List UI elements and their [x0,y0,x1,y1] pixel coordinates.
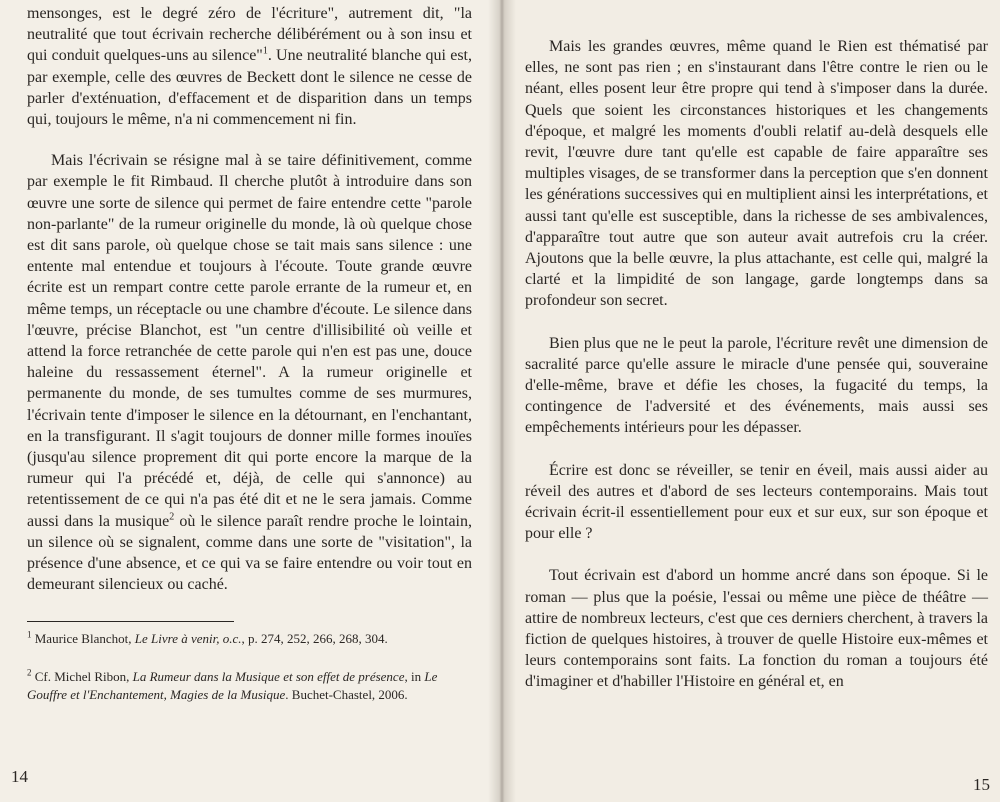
left-paragraph-1-text: mensonges, est le degré zéro de l'écriture", autrement dit, "la neutralité que tout écrivain recherche délibérément ou à son insu et qui conduit quelques-uns au silence" [27,5,472,65]
footnote-1-mark: 1 [27,630,32,641]
right-paragraph-2: Bien plus que ne le peut la parole, l'écriture revêt une dimension de sacralité parce qu'elle assure le miracle d'une pensée qui, souveraine d'elle-même, brave et défie les choses, la fugacité du temps, la contingence de l'adversité et des événements, mais aussi ses empêchements intérieurs pour les dépasser. [525,334,988,437]
footnote-2-mid: , in [404,669,425,685]
footnote-2-mark: 2 [27,668,32,679]
footnote-ref-1: 1 [262,46,268,58]
footnote-2-author: Cf. Michel Ribon, [31,669,133,685]
footnote-2-rest: . Buchet-Chastel, 2006. [285,687,408,703]
right-paragraph-4: Tout écrivain est d'abord un homme ancré dans son époque. Si le roman — plus que la poésie, l'essai ou même une pièce de théâtre — attire de nombreux lecteurs, c'est que ces derniers cherchent, à travers la fiction de quelques histoires, à trouver de quelle Histoire eux-mêmes et leurs contemporains sont faits. La fonction du roman a toujours été d'imaginer et d'habiller l'Histoire en général et, en [525,567,988,691]
footnote-2 [27,668,472,704]
right-page [500,0,1000,802]
right-paragraph-3: Écrire est donc se réveiller, se tenir en éveil, mais aussi aider au réveil des autres et d'abord de ses lecteurs contemporains. Mais tout écrivain écrit-il essentiellement pour eux et sur eux, sur son époque et pour elle ? [525,461,988,543]
left-paragraph-2 [27,150,472,595]
right-paragraph-1: Mais les grandes œuvres, même quand le Rien est thématisé par elles, ne sont pas rien ; en s'instaurant dans l'être contre le rien ou le néant, elles posent leur être propre qui tend à s'imposer dans la durée. Quels que soient les circonstances historiques et les changements d'époque, et malgré les moments d'oubli relatif au-delà desquels elle revit, l'œuvre dure tant qu'elle est capable de faire apparaître ses multiples visages, de se transformer dans la perception que s'en donnent les générations successives qui en multiplient ainsi les interprétations, et aussi tant qu'elle est susceptible, dans la richesse de ses ambivalences, d'apparaître tout autre que son auteur avait autrefois cru la créer. Ajoutons que la belle œuvre, la plus attachante, est celle qui, malgré la clarté et la limpidité de son langage, garde longtemps dans sa profondeur son secret. [525,38,988,310]
footnote-1-title: Le Livre à venir, o.c. [134,631,242,647]
left-paragraph-2-end: où le silence paraît rendre proche le lointain, un silence où se signalent, comme dans une sorte de "visitation", la présence d'une absence, et ce qui va se faire entendre ou voir tout en demeurant silencieux ou caché. [27,512,472,594]
left-paragraph-1 [27,3,472,130]
left-paragraph-1-end: . Une neutralité blanche qui est, par exemple, celle des œuvres de Beckett dont le silence ne cesse de parler d'exténuation, d'effacement et de disparition dans un temps qui, toujours le même, n'a ni commencement ni fin. [27,47,472,129]
left-paragraph-2-text: Mais l'écrivain se résigne mal à se taire définitivement, comme par exemple le fit Rimbaud. Il cherche plutôt à introduire dans son œuvre une sorte de silence qui permet de faire entendre cette "parole non-parlante" de la rumeur originelle du monde, là où quelque chose est dit sans parole, où quelque chose se tait mais sans silence : une entente mal entendue et toujours à l'écoute. Toute grande œuvre écrite est un rempart contre cette parole errante de la rumeur et, en même temps, un réceptacle ou une chambre d'écoute. Le silence dans l'œuvre, précise Blanchot, est "un centre d'illisibilité où veille et attend la force retranchée de cette parole qui n'en est pas une, douce haleine du ressassement éternel". A la rumeur originelle et permanente du monde, de ses tumultes comme de ses murmures, l'écrivain tente d'imposer le silence en la détournant, en l'enchantant, en la transfigurant. Il s'agit toujours de donner mille formes inouïes (jusqu'au silence proprement dit qui porte encore la marque de la rumeur qui l'a précédé et, déjà, de celle qui s'annonce) au retentissement de ce qui n'a pas été dit et ne le sera jamais. Comme aussi dans la musique [27,152,472,530]
footnote-2-title: La Rumeur dans la Musique et son effet de présence [132,669,405,685]
footnote-divider [27,621,234,622]
footnote-1-rest: , p. 274, 252, 266, 268, 304. [241,631,388,647]
footnote-1-author: Maurice Blanchot, [31,631,135,647]
footnote-ref-2: 2 [169,511,175,523]
page-number-left: 14 [11,767,28,786]
footnote-1 [27,630,472,648]
footnote-2-title-2: Le Gouffre et l'Enchantement, Magies de la Musique [27,669,438,703]
page-number-right: 15 [973,775,990,794]
